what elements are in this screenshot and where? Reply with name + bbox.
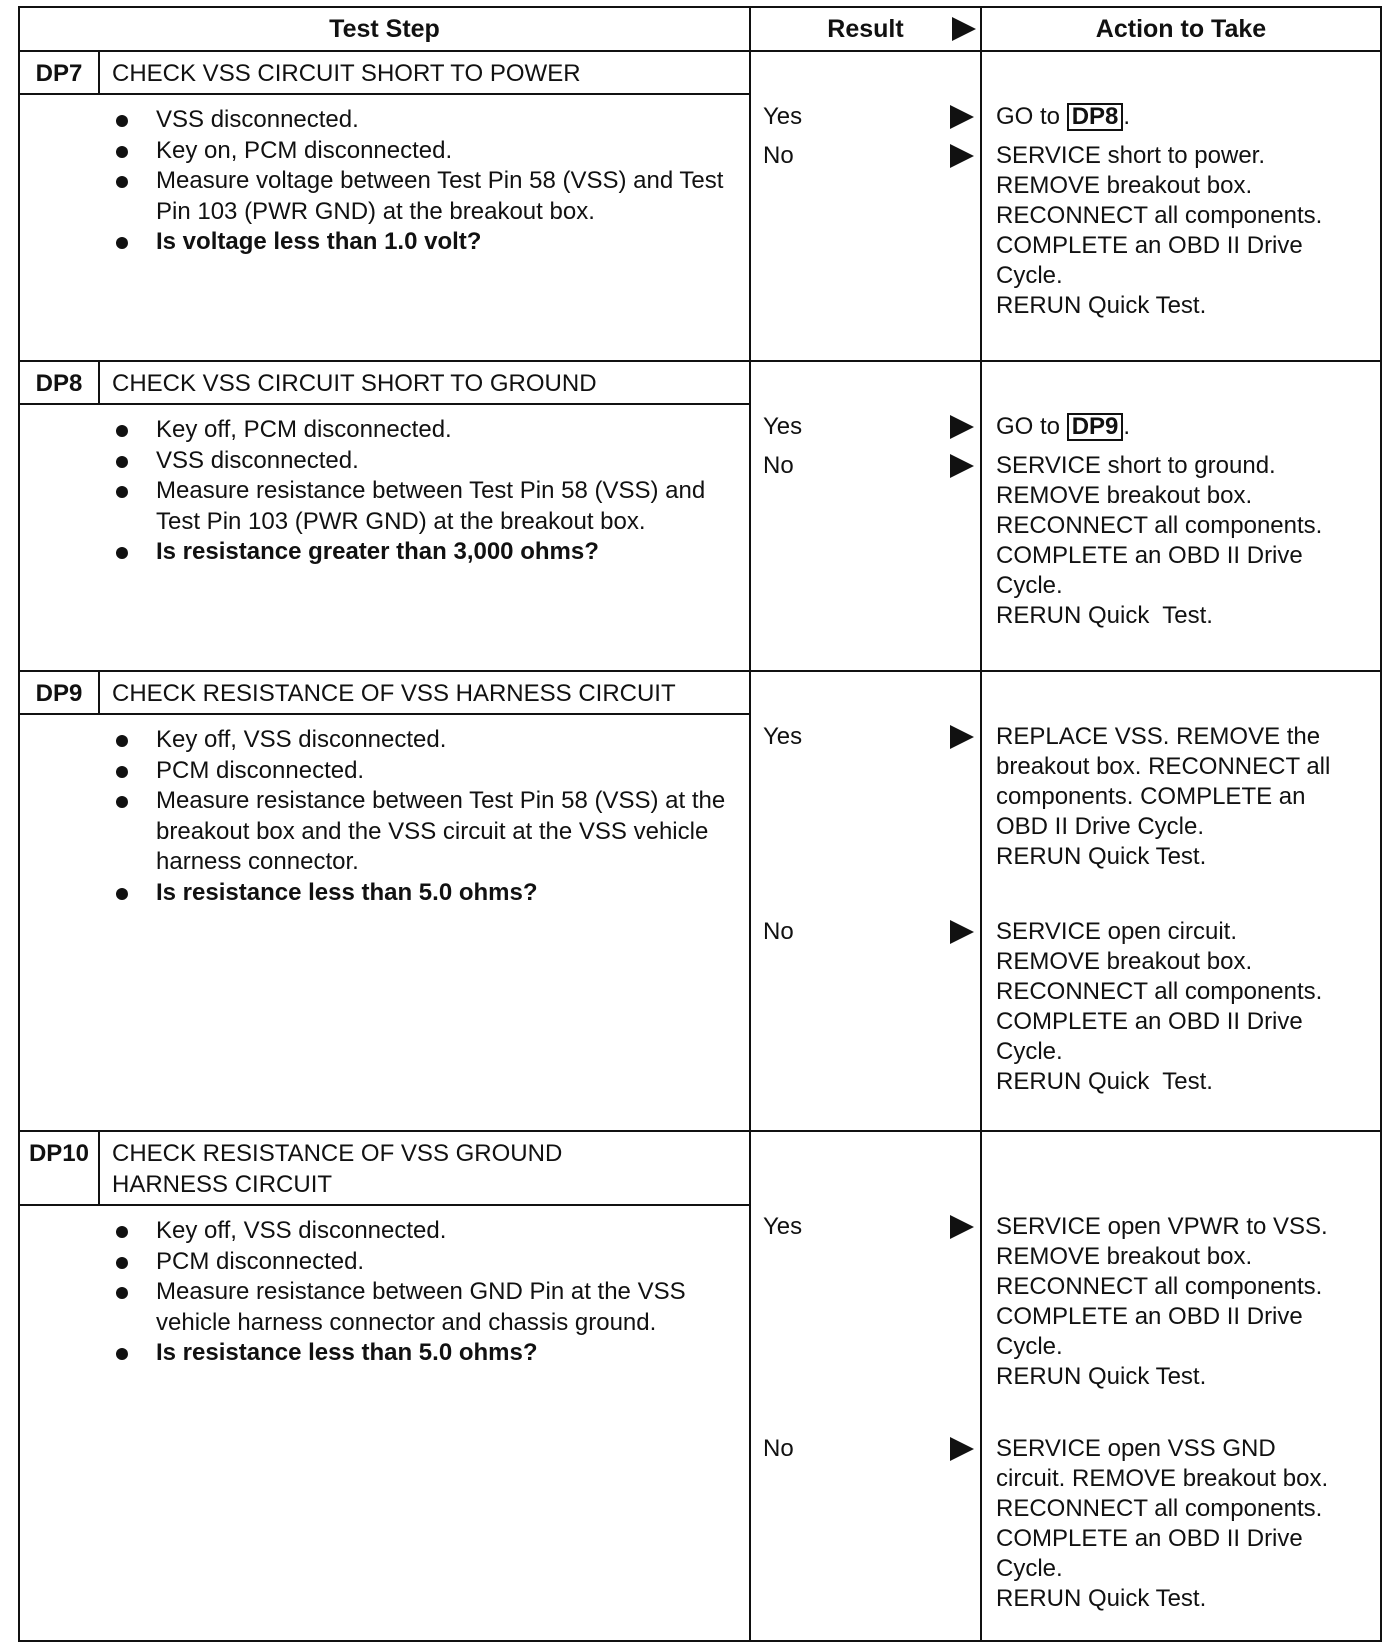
step-question: Is resistance less than 5.0 ohms?	[112, 1338, 729, 1369]
arrow-right-icon	[950, 1215, 974, 1239]
dp-id: DP9	[20, 672, 100, 713]
action-line: RECONNECT all components.	[996, 1495, 1323, 1522]
result-yes-label: Yes	[763, 413, 803, 440]
action-line: Cycle.	[996, 572, 1063, 599]
action-text: GO to	[996, 413, 1067, 440]
action-line: COMPLETE an OBD II Drive	[996, 1008, 1303, 1035]
result-no	[763, 1434, 980, 1464]
step-question: Is resistance less than 5.0 ohms?	[112, 878, 729, 909]
step-item: Measure resistance between GND Pin at the VSS vehicle harness connector and chassis ground.	[112, 1277, 729, 1338]
action-no	[996, 451, 1372, 631]
action-yes	[996, 102, 1372, 132]
result-cell	[750, 671, 981, 1131]
step-item: Key off, VSS disconnected.	[112, 725, 729, 756]
result-cell	[750, 51, 981, 361]
result-yes-label: Yes	[763, 1213, 803, 1240]
action-cell	[981, 671, 1381, 1131]
action-line: OBD II Drive Cycle.	[996, 813, 1205, 840]
arrow-right-icon	[950, 144, 974, 168]
table-row	[19, 51, 1381, 361]
dp-header	[20, 1132, 749, 1206]
action-line: REMOVE breakout box.	[996, 482, 1253, 509]
step-item: Measure voltage between Test Pin 58 (VSS) and Test Pin 103 (PWR GND) at the breakout box.	[112, 166, 729, 227]
header-result	[750, 7, 981, 51]
action-line: RERUN Quick Test.	[996, 843, 1207, 870]
step-question: Is voltage less than 1.0 volt?	[112, 227, 729, 258]
result-yes	[763, 412, 980, 442]
action-line: COMPLETE an OBD II Drive	[996, 1525, 1303, 1552]
arrow-right-icon	[950, 415, 974, 439]
arrow-right-icon	[950, 105, 974, 129]
step-list	[20, 405, 749, 568]
action-line: RERUN Quick Test.	[996, 1585, 1207, 1612]
result-yes-label: Yes	[763, 723, 803, 750]
result-no-label: No	[763, 918, 794, 945]
step-item: PCM disconnected.	[112, 1247, 729, 1278]
action-yes	[996, 722, 1372, 872]
action-line: COMPLETE an OBD II Drive	[996, 542, 1303, 569]
dp-title: CHECK VSS CIRCUIT SHORT TO POWER	[112, 60, 581, 87]
step-item: VSS disconnected.	[112, 446, 729, 477]
result-no-label: No	[763, 1435, 794, 1462]
dp-id: DP8	[20, 362, 100, 403]
table-row	[19, 1131, 1381, 1641]
step-item: Key off, VSS disconnected.	[112, 1216, 729, 1247]
result-no-label: No	[763, 142, 794, 169]
action-no	[996, 141, 1372, 321]
action-cell	[981, 361, 1381, 671]
step-item: PCM disconnected.	[112, 756, 729, 787]
result-yes	[763, 722, 980, 752]
action-text: .	[1123, 413, 1131, 440]
action-line: SERVICE short to ground.	[996, 452, 1276, 479]
result-no-label: No	[763, 452, 794, 479]
action-line: REMOVE breakout box.	[996, 1243, 1253, 1270]
table-row	[19, 361, 1381, 671]
action-line: RECONNECT all components.	[996, 1273, 1323, 1300]
diagnostic-table	[18, 6, 1382, 1642]
step-item: Measure resistance between Test Pin 58 (VSS) and Test Pin 103 (PWR GND) at the breakout box.	[112, 476, 729, 537]
arrow-right-icon	[952, 17, 976, 41]
dp-reference: DP9	[1067, 413, 1124, 441]
action-line: RECONNECT all components.	[996, 978, 1323, 1005]
action-cell	[981, 51, 1381, 361]
arrow-right-icon	[950, 920, 974, 944]
action-line: REMOVE breakout box.	[996, 948, 1253, 975]
step-item: Key off, PCM disconnected.	[112, 415, 729, 446]
action-line: COMPLETE an OBD II Drive	[996, 1303, 1303, 1330]
result-cell	[750, 361, 981, 671]
result-no	[763, 141, 980, 171]
test-step-cell	[19, 51, 750, 361]
action-line: SERVICE open VSS GND	[996, 1435, 1276, 1462]
action-line: RECONNECT all components.	[996, 512, 1323, 539]
result-yes-label: Yes	[763, 103, 803, 130]
action-line: RECONNECT all components.	[996, 202, 1323, 229]
action-line: Cycle.	[996, 1555, 1063, 1582]
dp-header	[20, 52, 749, 95]
action-line: Cycle.	[996, 1038, 1063, 1065]
action-no	[996, 917, 1372, 1097]
action-yes	[996, 412, 1372, 442]
diagnostic-table-page	[18, 6, 1380, 1648]
step-item: Measure resistance between Test Pin 58 (VSS) at the breakout box and the VSS circuit at the VSS vehicle harness connector.	[112, 786, 729, 878]
action-cell	[981, 1131, 1381, 1641]
header-test-step: Test Step	[19, 7, 750, 51]
step-list	[20, 1206, 749, 1369]
dp-id: DP7	[20, 52, 100, 93]
dp-reference: DP8	[1067, 103, 1124, 131]
action-line: RERUN Quick Test.	[996, 292, 1207, 319]
step-list	[20, 715, 749, 908]
dp-title: CHECK RESISTANCE OF VSS GROUND HARNESS CIRCUIT	[112, 1140, 563, 1198]
action-line: Cycle.	[996, 262, 1063, 289]
action-text: .	[1123, 103, 1131, 130]
action-line: SERVICE open VPWR to VSS.	[996, 1213, 1328, 1240]
result-yes	[763, 1212, 980, 1242]
action-line: REPLACE VSS. REMOVE the	[996, 723, 1321, 750]
action-line: RERUN Quick Test.	[996, 1363, 1207, 1390]
arrow-right-icon	[950, 725, 974, 749]
arrow-right-icon	[950, 1437, 974, 1461]
header-result-label: Result	[827, 14, 904, 43]
dp-title: CHECK VSS CIRCUIT SHORT TO GROUND	[112, 370, 597, 397]
test-step-cell	[19, 1131, 750, 1641]
action-line: SERVICE short to power.	[996, 142, 1266, 169]
action-line: breakout box. RECONNECT all	[996, 753, 1331, 780]
step-item: Key on, PCM disconnected.	[112, 136, 729, 167]
test-step-cell	[19, 671, 750, 1131]
test-step-cell	[19, 361, 750, 671]
action-line: SERVICE open circuit.	[996, 918, 1237, 945]
table-header-row	[19, 7, 1381, 51]
result-cell	[750, 1131, 981, 1641]
action-line: REMOVE breakout box.	[996, 172, 1253, 199]
dp-id: DP10	[20, 1132, 100, 1204]
action-line: COMPLETE an OBD II Drive	[996, 232, 1303, 259]
action-line: components. COMPLETE an	[996, 783, 1306, 810]
action-line: Cycle.	[996, 1333, 1063, 1360]
action-line: RERUN Quick Test.	[996, 602, 1213, 629]
dp-header	[20, 362, 749, 405]
header-action: Action to Take	[981, 7, 1381, 51]
action-no	[996, 1434, 1372, 1614]
dp-title: CHECK RESISTANCE OF VSS HARNESS CIRCUIT	[112, 680, 676, 707]
dp-header	[20, 672, 749, 715]
arrow-right-icon	[950, 454, 974, 478]
action-line: circuit. REMOVE breakout box.	[996, 1465, 1329, 1492]
step-item: VSS disconnected.	[112, 105, 729, 136]
action-line: RERUN Quick Test.	[996, 1068, 1213, 1095]
result-no	[763, 917, 980, 947]
result-no	[763, 451, 980, 481]
action-text: GO to	[996, 103, 1067, 130]
table-row	[19, 671, 1381, 1131]
step-question: Is resistance greater than 3,000 ohms?	[112, 537, 729, 568]
result-yes	[763, 102, 980, 132]
step-list	[20, 95, 749, 258]
action-yes	[996, 1212, 1372, 1392]
